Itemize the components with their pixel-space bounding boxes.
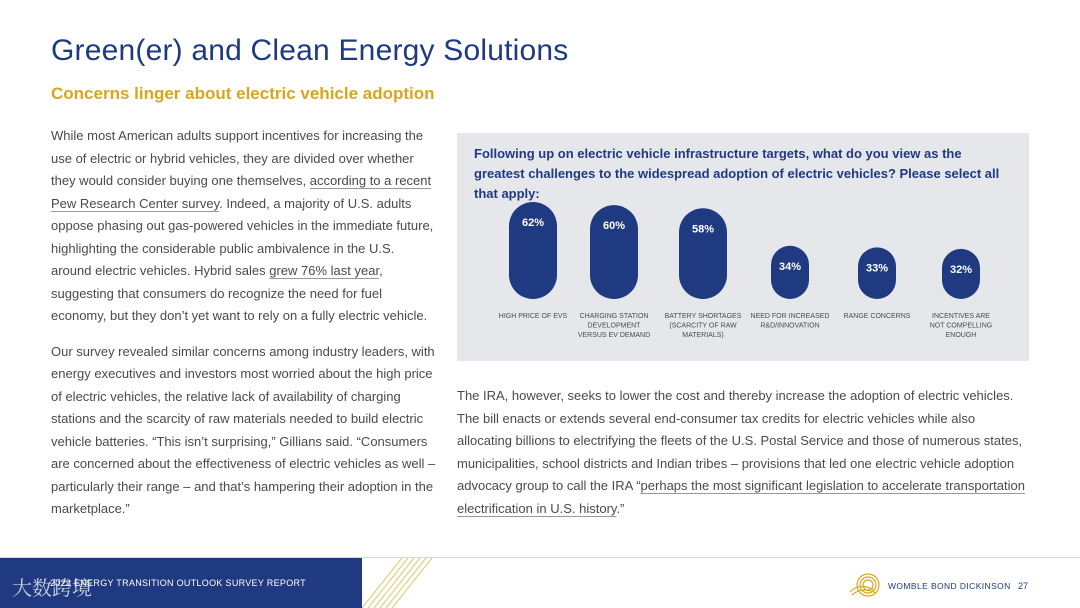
chart-question: Following up on electric vehicle infrastructure targets, what do you view as the greatest challenges to the widespread adoption of electric vehicles? Please select all that apply:: [474, 146, 1000, 201]
hybrid-sales-link[interactable]: grew 76% last year: [269, 263, 380, 278]
paragraph-1: [51, 125, 436, 328]
category-label-3: BATTERY SHORTAGES (SCARCITY OF RAW MATERIALS): [664, 313, 742, 339]
page-title: Green(er) and Clean Energy Solutions: [51, 34, 569, 67]
bar-value-label-1: 62%: [521, 217, 545, 229]
category-label-2: CHARGING STATION DEVELOPMENT VERSUS EV DEMAND: [577, 313, 651, 339]
bar-value-label-2: 60%: [602, 220, 626, 233]
survey-chart: [457, 133, 1029, 361]
right-column: [457, 385, 1029, 520]
footer-stripes: [362, 558, 442, 608]
watermark: 大数跨境: [12, 576, 92, 600]
legislation-link[interactable]: perhaps the most significant legislation to accelerate transportation electrification in U.S. history: [457, 478, 1025, 516]
bar-3: [679, 208, 727, 299]
paragraph-2: Our survey revealed similar concerns among industry leaders, with energy executives and investors most worried about the high price of electric vehicles, the relative lack of availability of charging stations and the scarcity of raw materials needed to build electric vehicle batteries. “This isn’t surprising,” Gillians said. “Consumers are concerned about the effectiveness of electric vehicles as well – particularly their range – and that’s hampering their adoption in the marketplace.”: [51, 343, 436, 516]
brand-name: WOMBLE BOND DICKINSON: [888, 581, 1011, 591]
category-label-5: RANGE CONCERNS: [843, 313, 911, 320]
category-label-1: HIGH PRICE OF EVS: [498, 313, 568, 320]
ira-paragraph-text-b: .”: [616, 500, 625, 516]
page-subtitle: Concerns linger about electric vehicle adoption: [51, 84, 435, 103]
bar-value-label-5: 33%: [865, 262, 889, 275]
ira-paragraph-text-a: The IRA, however, seeks to lower the cost and thereby increase the adoption of electric vehicles. The bill enacts or extends several end-consumer tax credits for electric vehicles while also allocating billions to electrifying the fleets of the U.S. Postal Service and those of numerous states, municipalities, school districts and Indian tribes – provisions that led one electric vehicle adoption advocacy group to call the IRA “: [457, 388, 1023, 493]
ira-paragraph: [457, 385, 1029, 520]
womble-logo-icon: [848, 570, 884, 600]
bar-value-label-3: 58%: [691, 223, 715, 236]
page-number: 27: [1018, 581, 1029, 591]
pew-research-link[interactable]: according to a recent Pew Research Center survey: [51, 173, 432, 211]
category-label-4: NEED FOR INCREASED R&D/INNOVATION: [750, 313, 830, 330]
bar-value-label-6: 32%: [949, 263, 973, 276]
paragraph-1-text-c: , suggesting that consumers do recognize the need for fuel economy, but they don’t yet want to rely on a fully electric vehicle.: [51, 263, 428, 323]
paragraph-1-text-b: . Indeed, a majority of U.S. adults oppose phasing out gas-powered vehicles in the immediate future, highlighting the considerable public ambivalence in the U.S. around electric vehicles. Hybrid sales: [51, 195, 434, 278]
report-name: 2023 ENERGY TRANSITION OUTLOOK SURVEY REPORT: [50, 578, 306, 588]
category-label-6: INCENTIVES ARE NOT COMPELLING ENOUGH: [929, 313, 993, 339]
chart-svg: [457, 133, 1029, 361]
bar-value-label-4: 34%: [778, 260, 802, 273]
paragraph-1-text-a: While most American adults support incentives for increasing the use of electric or hybrid vehicles, they are divided over whether they would consider buying one themselves,: [51, 128, 424, 188]
left-column: [51, 125, 436, 534]
